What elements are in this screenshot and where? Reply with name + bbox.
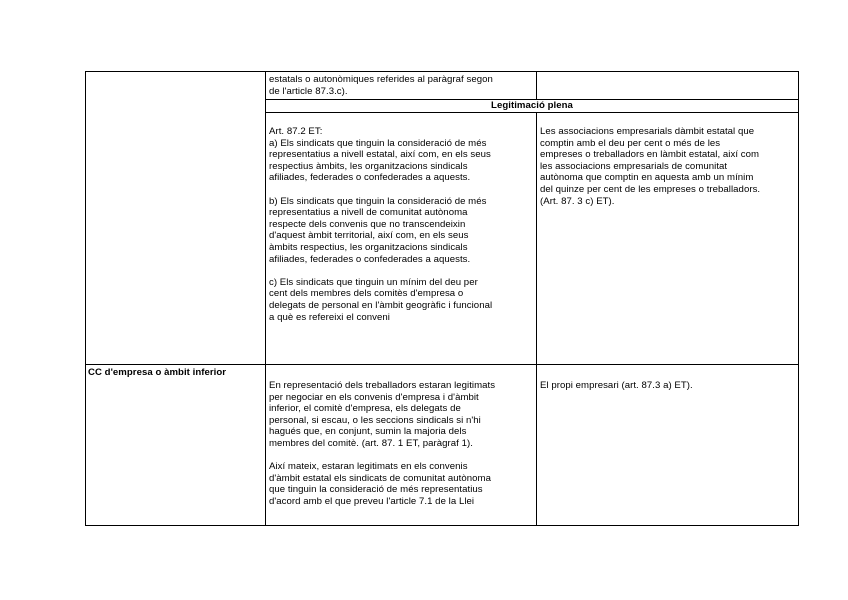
- column-divider-1: [265, 71, 266, 526]
- column-divider-2-lower: [536, 112, 537, 526]
- column-divider-2-upper: [536, 71, 537, 100]
- empresa-row-employers-text: El propi empresari (art. 87.3 a) ET).: [540, 380, 693, 391]
- empresa-row-label: CC d'empresa o àmbit inferior: [88, 367, 227, 378]
- table-bottom-border: [85, 525, 799, 526]
- continuation-row-text: estatals o autonòmiques referides al paràgraf segon de l'article 87.3.c).: [269, 74, 493, 97]
- plena-row-bottom-border: [85, 364, 799, 365]
- table-left-border: [85, 71, 86, 526]
- plena-row-employers-text: Les associacions empresarials dàmbit estatal que comptin amb el deu per cent o més de les empreses o treballadors en làmbit estatal, així com les associacions empresarials de comunitat autònoma que comptin en aquesta amb un mínim del quinze per cent de les empreses o treballadors. (Art. 87. 3 c) ET).: [540, 126, 761, 207]
- table-top-border: [85, 71, 799, 72]
- plena-row-workers-text: Art. 87.2 ET: a) Els sindicats que tinguin la consideració de més representatius a nivell estatal, així com, en els seus respectius àmbits, les organitzacions sindicals afiliades, federades o confederades a aquests. b) Els sindicats que tinguin la consideració de més representatius a nivell de comunitat autònoma respecte dels convenis que no transcendeixin d'aquest àmbit territorial, així com, en els seus àmbits respectius, les organitzacions sindicals afiliades, federades o confederades a aquests. c) Els sindicats que tinguin un mínim del deu per cent dels membres dels comitès d'empresa o delegats de personal en l'àmbit geogràfic i funcional a què es refereixi el conveni: [269, 126, 493, 323]
- section-header-legitimacio-plena: Legitimació plena: [491, 100, 573, 111]
- section-header-bottom-border: [265, 112, 799, 113]
- table-right-border: [798, 71, 799, 526]
- empresa-row-workers-text: En representació dels treballadors estaran legitimats per negociar en els convenis d'empresa i d'àmbit inferior, el comitè d'empresa, els delegats de personal, si escau, o les seccions sindicals si n'hi hagués que, en conjunt, sumin la majoria dels membres del comitè. (art. 87. 1 ET, paràgraf 1). Així mateix, estaran legitimats en els convenis d'àmbit estatal els sindicats de comunitat autònoma que tinguin la consideració de més representatius d'acord amb el que preveu l'article 7.1 de la Llei: [269, 380, 496, 507]
